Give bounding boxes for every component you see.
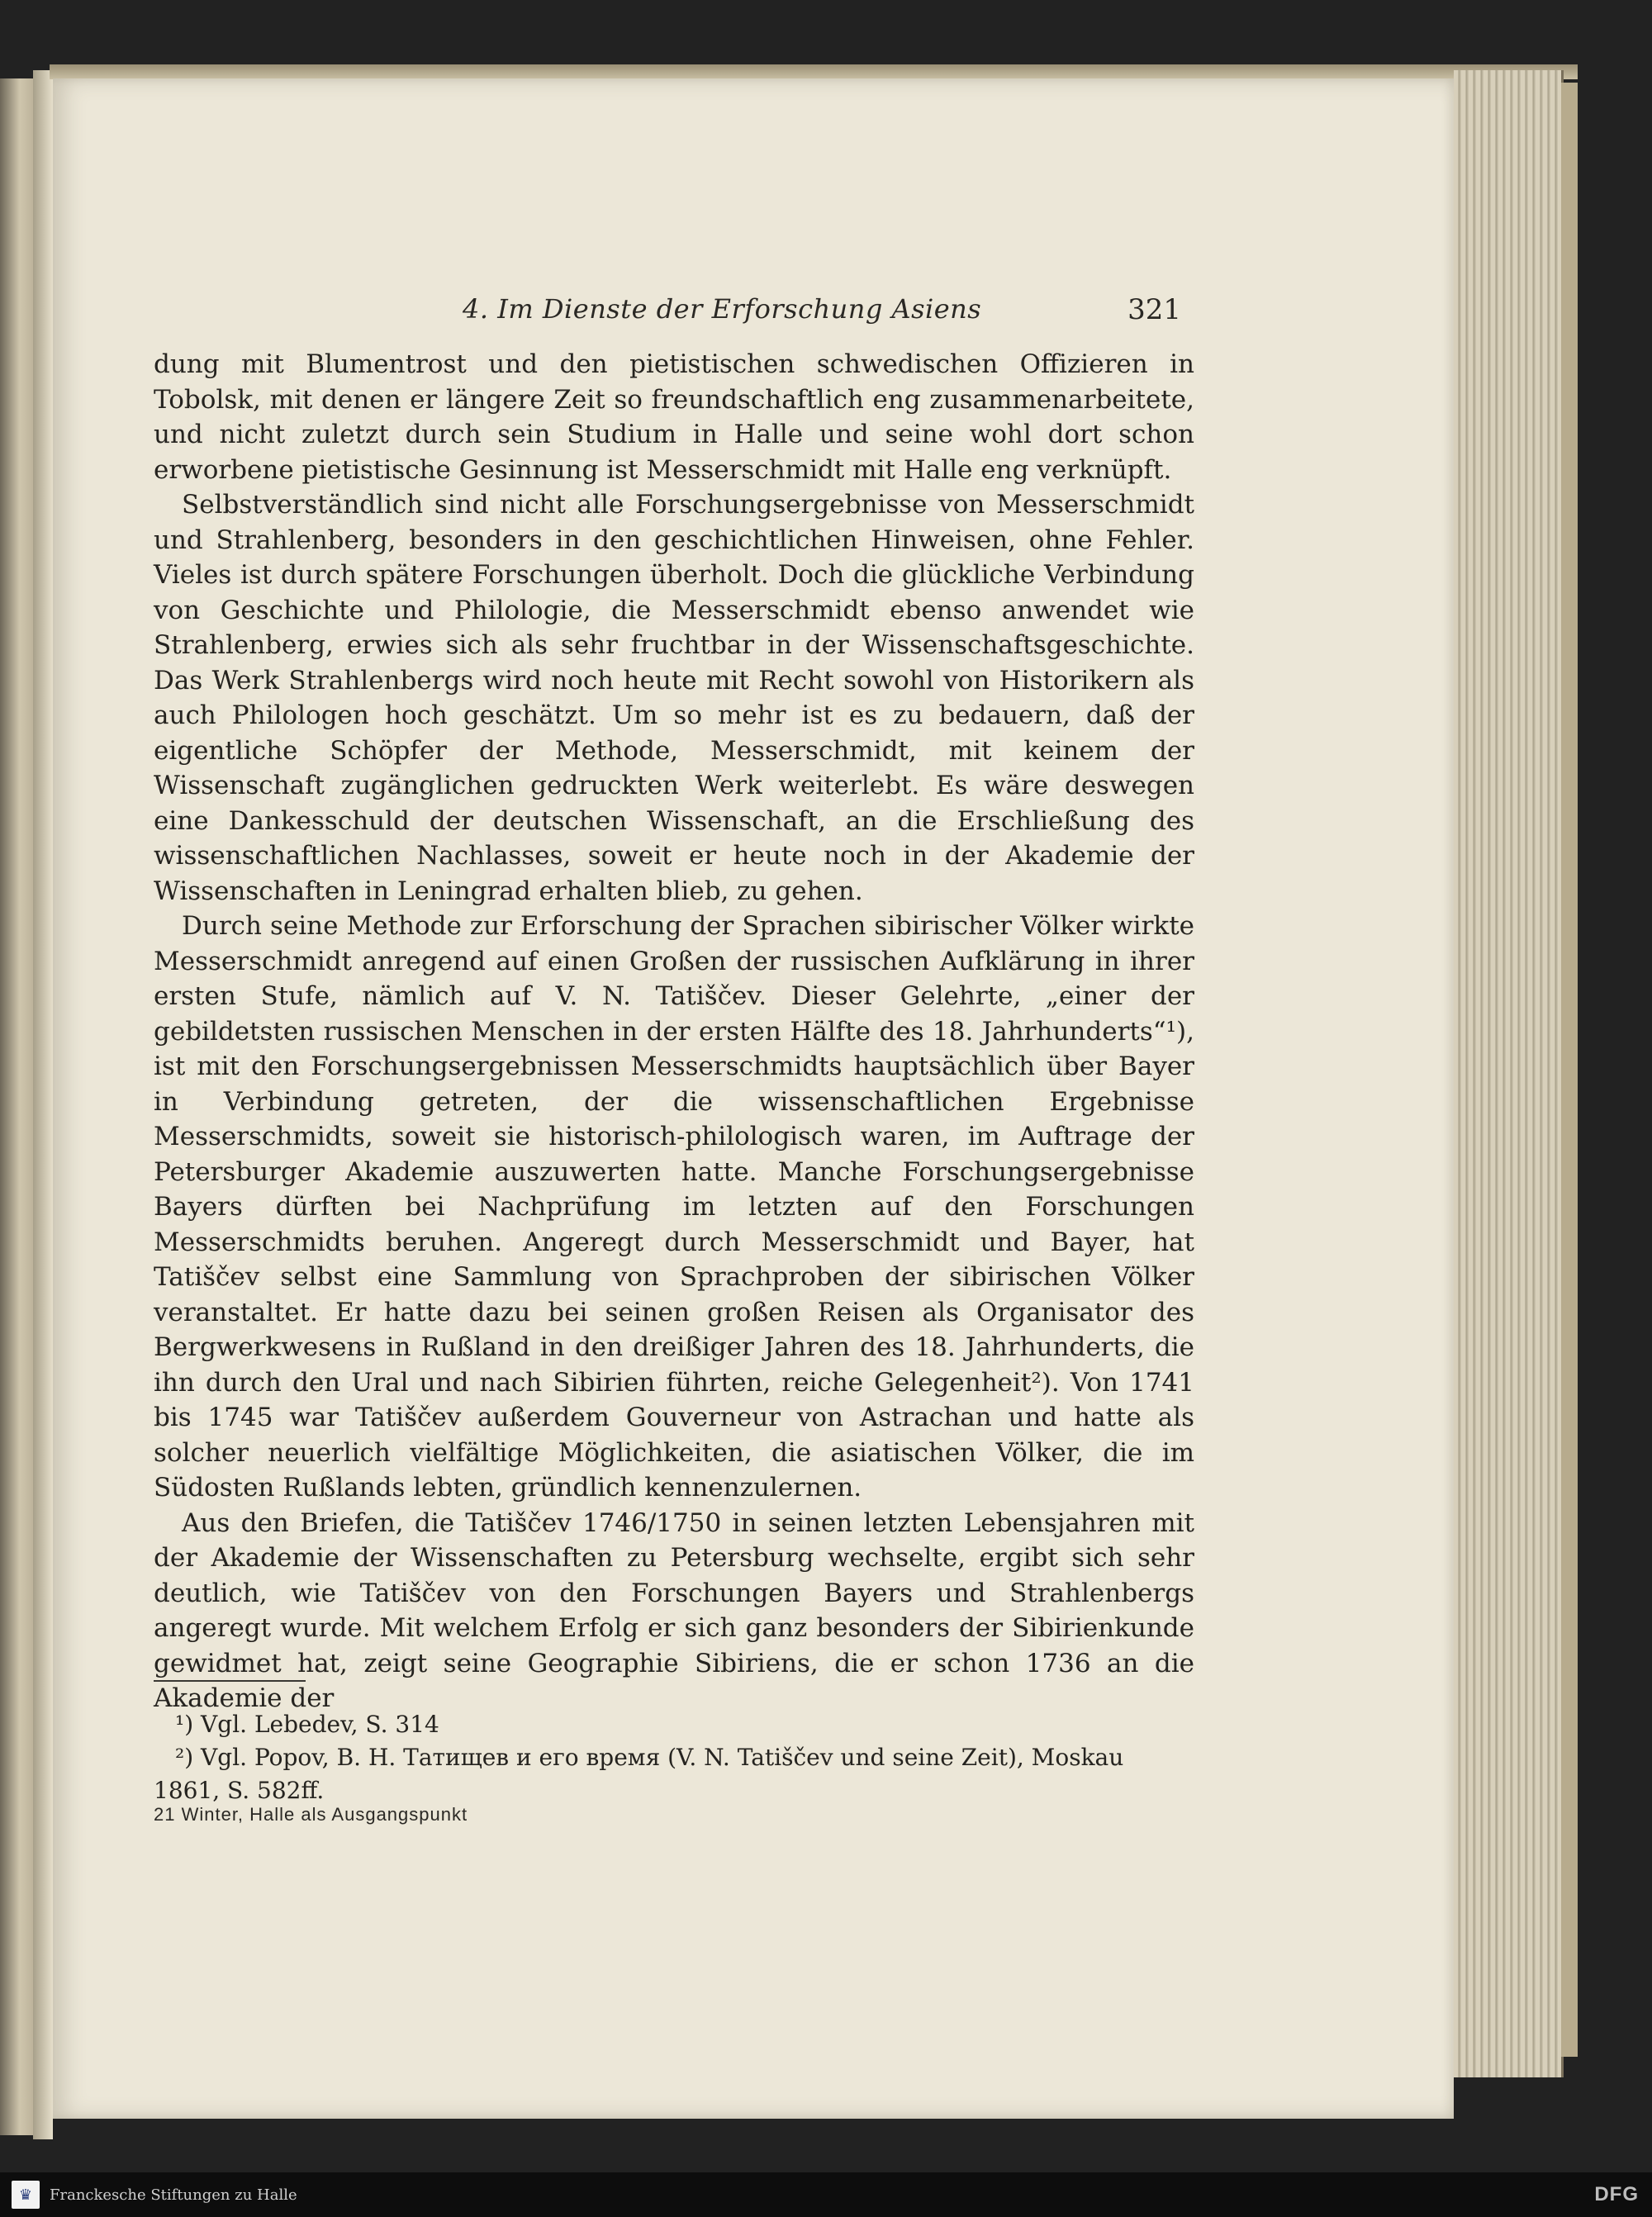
viewer-footer [0,2172,1652,2217]
paragraph: Aus den Briefen, die Tatiščev 1746/1750 in seinen letzten Lebensjahren mit der Akademie der Wissenschaften zu Petersburg wechselte, ergibt sich sehr deutlich, wie Tatiščev von den Forschungen Bayers und Strahlenbergs angeregt wurde. Mit welchem Erfolg er sich ganz besonders der Sibirienkunde gewidmet hat, zeigt seine Geographie Sibiriens, die er schon 1736 an die Akademie der [154,1507,1194,1713]
book-spine [33,70,53,2139]
foundation-emblem-icon[interactable]: ♛ [12,2181,40,2209]
page-number: 321 [1127,293,1181,326]
printer-signature: 21 Winter, Halle als Ausgangspunkt [154,1804,468,1825]
source-link[interactable]: Franckesche Stiftungen zu Halle [50,2186,297,2204]
previous-page-edge [0,78,34,2135]
footnote: ¹) Vgl. Lebedev, S. 314 [175,1711,439,1738]
footnote: ²) Vgl. Popov, В. Н. Татищев и его время (V. N. Tatiščev und seine Zeit), Moskau 1861, S. 582ff. [154,1744,1124,1804]
footnotes [154,1708,1186,1807]
running-title: 4. Im Dienste der Erforschung Asiens [463,293,982,325]
paragraph: Selbstverständlich sind nicht alle Forschungsergebnisse von Messerschmidt und Strahlenberg, besonders in den geschichtlichen Hinweisen, ohne Fehler. Vieles ist durch spätere Forschungen überholt. Doch die glückliche Verbindung von Geschichte und Philologie, die Messerschmidt ebenso anwendet wie Strahlenberg, erwies sich als sehr fruchtbar in der Wissenschaftsgeschichte. Das Werk Strahlenbergs wird noch heute mit Recht sowohl von Historikern als auch Philologen hoch geschätzt. Um so mehr ist es zu bedauern, daß der eigentliche Schöpfer der Methode, Messerschmidt, mit keinem der Wissenschaft zugänglichen gedruckten Werk weiterlebt. Es wäre deswegen eine Dankesschuld der deutschen Wissenschaft, an die Erschließung des wissenschaftlichen Nachlasses, soweit er heute noch in der Akademie der Wissenschaften in Leningrad erhalten blieb, zu gehen. [154,490,1194,906]
funder-logo[interactable]: DFG [1594,2183,1639,2205]
paragraph: dung mit Blumentrost und den pietistischen schwedischen Offizieren in Tobolsk, mit denen er längere Zeit so freundschaftlich eng zusammenarbeitete, und nicht zuletzt durch sein Studium in Halle und seine wohl dort schon erworbene pietistische Gesinnung ist Messerschmidt mit Halle eng verknüpft. [154,349,1194,485]
page-header [157,293,1181,335]
book-cover-right-edge [1561,83,1578,2057]
page-stack-edges [1454,70,1564,2077]
paragraph: Durch seine Methode zur Erforschung der Sprachen sibirischer Völker wirkte Messerschmidt anregend auf einen Großen der russischen Aufklärung in ihrer ersten Stufe, nämlich auf V. N. Tatiščev. Dieser Gelehrte, „einer der gebildetsten russischen Menschen in der ersten Hälfte des 18. Jahrhunderts“¹), ist mit den Forschungsergebnissen Messerschmidts hauptsächlich über Bayer in Verbindung getreten, der die wissenschaftlichen Ergebnisse Messerschmidts, soweit sie historisch-philologisch waren, im Auftrage der Petersburger Akademie auszuwerten hatte. Manche Forschungsergebnisse Bayers dürften bei Nachprüfung im letzten auf den Forschungen Messerschmidts beruhen. Angeregt durch Messerschmidt und Bayer, hat Tatiščev selbst eine Sammlung von Sprachproben der sibirischen Völker veranstaltet. Er hatte dazu bei seinen großen Reisen als Organisator des Bergwerkwesens in Rußland in den dreißiger Jahren des 18. Jahrhunderts, die ihn durch den Ural und nach Sibirien führten, reiche Gelegenheit²). Von 1741 bis 1745 war Tatiščev außerdem Gouverneur von Astrachan und hatte als solcher neuerlich vielfältige Möglichkeiten, die asiatischen Völker, die im Südosten Rußlands lebten, gründlich kennenzulernen. [154,911,1194,1503]
book-cover-top-edge [50,64,1578,79]
body-text [154,347,1194,1716]
footnote-divider [154,1680,306,1682]
